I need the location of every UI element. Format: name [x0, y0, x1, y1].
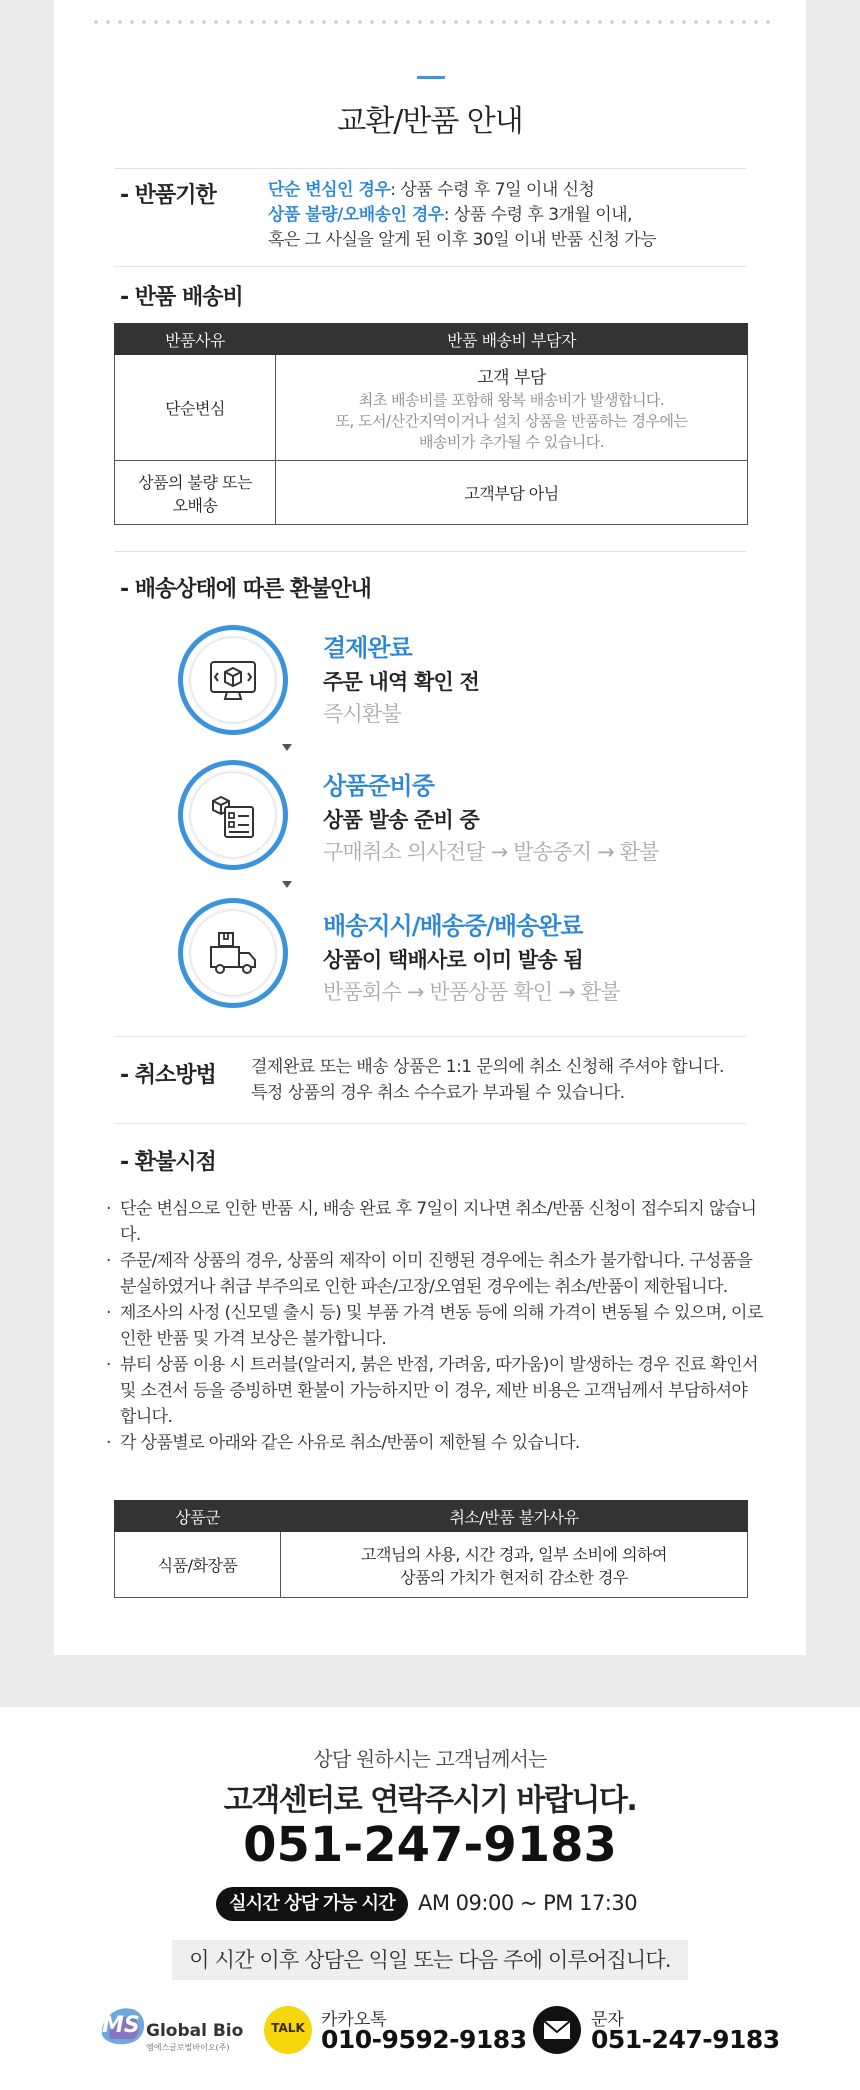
list-item: · 뷰티 상품 이용 시 트러블(알러지, 붉은 반점, 가려움, 따가움)이 발생하는 경우 진료 확인서 및 소견서 등을 증빙하면 환불이 가능하지만 이 경우, 제반 비용은 고객님께서 부담하셔야 합니다.: [106, 1352, 766, 1430]
hours-text: AM 09:00 ~ PM 17:30: [418, 1891, 638, 1915]
reason-line: 상품의 불량 또는: [138, 472, 252, 492]
computer-package-icon: [207, 654, 259, 706]
brand-logo-mark: [96, 2001, 150, 2051]
checklist-box-icon: [207, 789, 259, 841]
kakao-number[interactable]: 010-9592-9183: [321, 2025, 527, 2054]
table-row: [115, 1532, 748, 1598]
step-desc: 주문 내역 확인 전: [323, 670, 479, 694]
return-period-line3: 혹은 그 사실을 알게 된 이후 30일 이내 반품 신청 가능: [268, 230, 657, 250]
payer-note: 배송비가 추가될 수 있습니다.: [419, 432, 604, 451]
page-title: 교환/반품 안내: [337, 104, 523, 139]
contact-footer: [0, 1707, 860, 2090]
divider: [114, 1123, 746, 1124]
step-circle: [178, 760, 288, 870]
cancel-method-line2: 특정 상품의 경우 취소 수수료가 부과될 수 있습니다.: [251, 1083, 625, 1103]
delivery-truck-icon: [207, 927, 259, 979]
return-fee-label: - 반품 배송비: [120, 285, 243, 310]
arrow-down-icon: [282, 744, 292, 751]
hours-badge: 실시간 상담 가능 시간: [216, 1887, 408, 1921]
payer-main: 고객 부담: [477, 367, 546, 388]
step-circle: [178, 625, 288, 735]
simple-change-rest: : 상품 수령 후 7일 이내 신청: [390, 180, 595, 200]
kakao-talk-icon[interactable]: [264, 2006, 312, 2054]
return-period-label: - 반품기한: [120, 183, 216, 208]
step-note: 구매취소 의사전달 → 발송중지 → 환불: [323, 840, 659, 864]
reason-line: 고객님의 사용, 시간 경과, 일부 소비에 의하여: [361, 1544, 667, 1564]
payer-cell: 고객부담 아님: [276, 461, 748, 525]
brand-subname: 엠에스글로벌바이오(주): [146, 2043, 230, 2052]
reason-line: 상품의 가치가 현저히 감소한 경우: [400, 1567, 628, 1587]
list-item: · 주문/제작 상품의 경우, 상품의 제작이 이미 진행된 경우에는 취소가 불가합니다. 구성품을 분실하였거나 취급 부주의로 인한 파손/고장/오염된 경우에는 취소/반품이 제한됩니다.: [106, 1248, 766, 1300]
contact-intro: 상담 원하시는 고객님께서는: [313, 1747, 547, 1771]
kakao-badge-text: TALK: [271, 2021, 305, 2035]
title-accent-bar: [417, 76, 445, 79]
list-item: · 단순 변심으로 인한 반품 시, 배송 완료 후 7일이 지나면 취소/반품 신청이 접수되지 않습니다.: [106, 1196, 766, 1248]
cancel-method-line1: 결제완료 또는 배송 상품은 1:1 문의에 취소 신청해 주셔야 합니다.: [251, 1057, 724, 1077]
restriction-table: [114, 1500, 748, 1598]
reason-cell: [281, 1532, 748, 1598]
list-item: · 제조사의 사정 (신모델 출시 등) 및 부품 가격 변동 등에 의해 가격이 변동될 수 있으며, 이로 인한 반품 및 가격 보상은 불가합니다.: [106, 1300, 766, 1352]
divider: [114, 551, 746, 552]
dotted-divider: [90, 20, 770, 24]
divider: [114, 168, 746, 169]
refund-timing-label: - 환불시점: [120, 1150, 216, 1175]
defect-rest: : 상품 수령 후 3개월 이내,: [443, 205, 633, 225]
defect-emph: 상품 불량/오배송인 경우: [268, 205, 444, 225]
table-row: [115, 355, 748, 461]
step-title: 상품준비중: [323, 772, 434, 800]
policy-card: [54, 0, 806, 1655]
brand-mark-text: MS: [102, 2013, 140, 2038]
divider: [114, 266, 746, 267]
table-header: 상품군: [115, 1501, 281, 1532]
refund-timing-list: [106, 1196, 766, 1456]
envelope-icon: [533, 2006, 581, 2054]
step-note: 반품회수 → 반품상품 확인 → 환불: [323, 980, 620, 1004]
refund-status-label: - 배송상태에 따른 환불안내: [120, 577, 371, 602]
step-desc: 상품 발송 준비 중: [323, 808, 479, 832]
step-note: 즉시환불: [323, 702, 401, 726]
reason-cell: 단순변심: [115, 355, 276, 461]
contact-heading: 고객센터로 연락주시기 바랍니다.: [223, 1783, 637, 1818]
sms-label: 문자: [591, 2010, 624, 2030]
arrow-down-icon: [282, 881, 292, 888]
step-desc: 상품이 택배사로 이미 발송 됨: [323, 948, 583, 972]
payer-note: 최초 배송비를 포함해 왕복 배송비가 발생합니다.: [358, 390, 665, 409]
step-title: 결제완료: [323, 634, 412, 662]
brand-name: Global Bio: [146, 2021, 244, 2041]
return-period-line2: [268, 203, 632, 227]
reason-line: 오배송: [172, 495, 218, 515]
after-hours-notice: 이 시간 이후 상담은 익일 또는 다음 주에 이루어집니다.: [172, 1940, 688, 1980]
step-circle: [178, 898, 288, 1008]
return-period-line1: [268, 178, 594, 202]
main-phone-number[interactable]: 051-247-9183: [243, 1817, 617, 1873]
sms-number[interactable]: 051-247-9183: [591, 2025, 780, 2054]
return-fee-table: [114, 323, 748, 525]
table-header: 반품사유: [115, 324, 276, 355]
kakao-label: 카카오톡: [321, 2010, 387, 2030]
table-header: 취소/반품 불가사유: [281, 1501, 748, 1532]
payer-note: 또, 도서/산간지역이거나 설치 상품을 반품하는 경우에는: [335, 411, 688, 430]
category-cell: 식품/화장품: [115, 1532, 281, 1598]
table-row: [115, 461, 748, 525]
payer-cell: [276, 355, 748, 461]
sms-icon[interactable]: [533, 2006, 581, 2054]
simple-change-emph: 단순 변심인 경우: [268, 180, 391, 200]
cancel-method-label: - 취소방법: [120, 1063, 216, 1088]
list-item: · 각 상품별로 아래와 같은 사유로 취소/반품이 제한될 수 있습니다.: [106, 1430, 766, 1456]
divider: [114, 1036, 746, 1037]
reason-cell: [115, 461, 276, 525]
step-title: 배송지시/배송중/배송완료: [323, 912, 583, 940]
table-header: 반품 배송비 부담자: [276, 324, 748, 355]
